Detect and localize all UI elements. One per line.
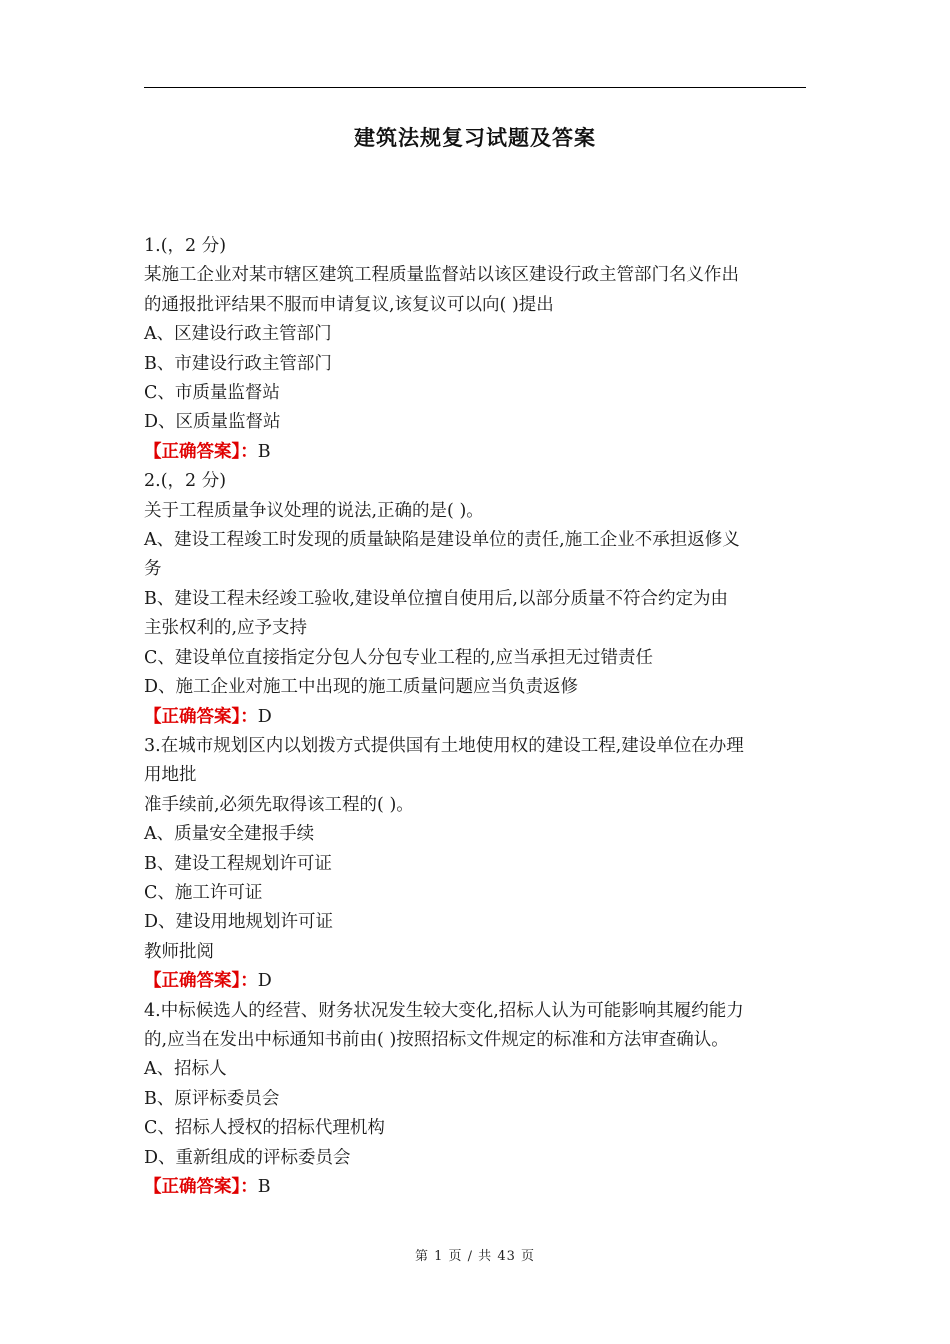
answer-value: D [257, 971, 272, 992]
question-line: 用地批 [144, 765, 197, 786]
question-line: 2.(，2 分) [144, 471, 227, 492]
question-line: 准手续前,必须先取得该工程的( )。 [144, 794, 414, 815]
answer-value: B [257, 441, 271, 462]
option-a: A、招标人 [144, 1059, 227, 1080]
answer-row [144, 703, 808, 732]
answer-label: 【正确答案】： [144, 441, 258, 462]
option-a: A、质量安全建报手续 [144, 824, 315, 845]
answer-value: D [257, 706, 272, 727]
teacher-review: 教师批阅 [144, 941, 214, 962]
question-line: 的,应当在发出中标通知书前由( )按照招标文件规定的标准和方法审查确认。 [144, 1029, 729, 1050]
question-4 [144, 997, 808, 1203]
answer-row [144, 438, 808, 467]
answer-value: B [257, 1177, 271, 1197]
answer-row [144, 967, 808, 996]
option-d: D、建设用地规划许可证 [144, 912, 334, 933]
question-line: 某施工企业对某市辖区建筑工程质量监督站以该区建设行政主管部门名义作出 [144, 265, 739, 286]
question-line: 3.在城市规划区内以划拨方式提供国有土地使用权的建设工程,建设单位在办理 [144, 735, 744, 756]
question-line: 的通报批评结果不服而申请复议,该复议可以向( )提出 [144, 294, 554, 315]
question-line: 1.(，2 分) [144, 236, 227, 256]
question-2 [144, 467, 808, 732]
page-footer: 第 1 页 / 共 43 页 [415, 1249, 535, 1264]
answer-row [144, 1173, 808, 1202]
option-b: B、建设工程规划许可证 [144, 853, 332, 874]
option-b-cont: 主张权利的,应予支持 [144, 618, 308, 639]
question-list [144, 232, 808, 1202]
option-d: D、区质量监督站 [144, 412, 281, 433]
answer-label: 【正确答案】： [144, 706, 258, 727]
option-d: D、重新组成的评标委员会 [144, 1147, 351, 1168]
question-line: 关于工程质量争议处理的说法,正确的是( )。 [144, 500, 484, 521]
option-b: B、原评标委员会 [144, 1088, 280, 1109]
header-rule [144, 87, 806, 88]
option-a-cont: 务 [144, 559, 162, 580]
question-line: 4.中标候选人的经营、财务状况发生较大变化,招标人认为可能影响其履约能力 [144, 1000, 744, 1021]
option-a: A、区建设行政主管部门 [144, 324, 332, 345]
answer-label: 【正确答案】： [144, 1177, 258, 1197]
answer-label: 【正确答案】： [144, 971, 258, 992]
option-c: C、建设单位直接指定分包人分包专业工程的,应当承担无过错责任 [144, 647, 653, 668]
option-a: A、建设工程竣工时发现的质量缺陷是建设单位的责任,施工企业不承担返修义 [144, 530, 740, 551]
option-b: B、市建设行政主管部门 [144, 353, 332, 374]
option-b: B、建设工程未经竣工验收,建设单位擅自使用后,以部分质量不符合约定为由 [144, 588, 728, 609]
option-d: D、施工企业对施工中出现的施工质量问题应当负责返修 [144, 677, 579, 698]
option-c: C、施工许可证 [144, 882, 263, 903]
question-3 [144, 732, 808, 997]
option-c: C、招标人授权的招标代理机构 [144, 1118, 385, 1139]
question-1 [144, 232, 808, 467]
option-c: C、市质量监督站 [144, 383, 280, 404]
document-title: 建筑法规复习试题及答案 [354, 126, 596, 150]
